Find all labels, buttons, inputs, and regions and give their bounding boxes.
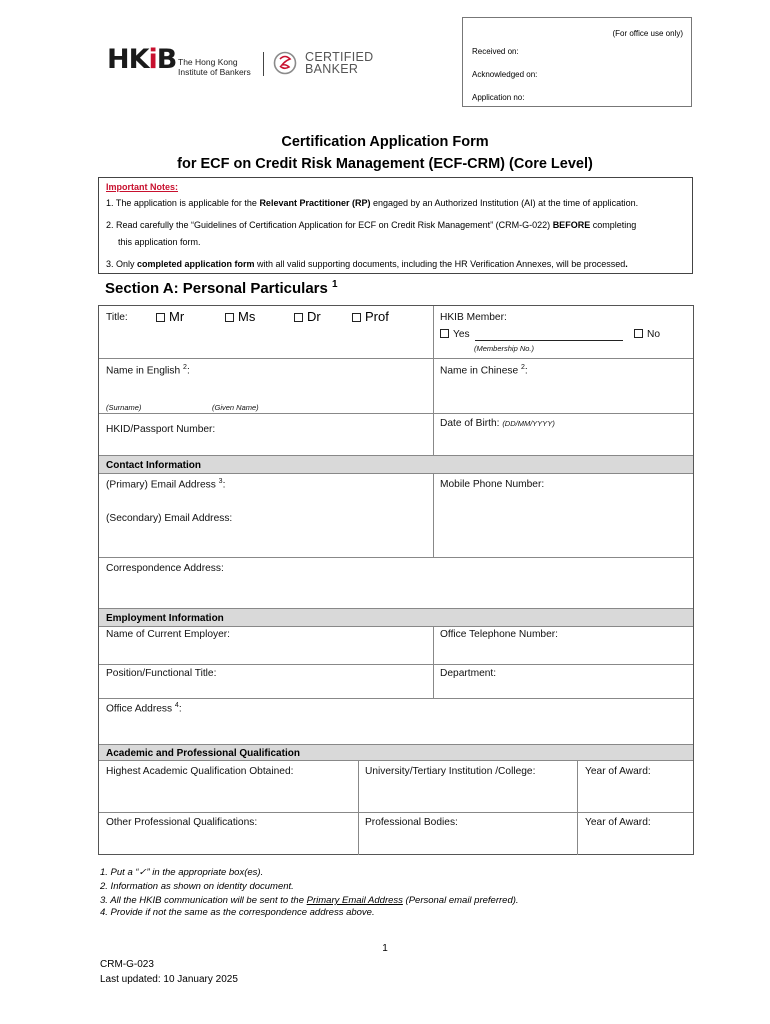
other-qualifications-field[interactable]: Other Professional Qualifications: <box>106 817 258 828</box>
certified-banker-wordmark: CERTIFIED BANKER <box>305 50 374 76</box>
date-of-birth-field[interactable]: Date of Birth: (DD/MM/YYYY) <box>440 418 555 429</box>
document-code: CRM-G-023 <box>100 959 154 970</box>
surname-hint: (Surname) <box>106 403 142 412</box>
membership-no-hint: (Membership No.) <box>474 344 535 353</box>
form-title: Certification Application Form <box>281 134 489 150</box>
hkib-member-label: HKIB Member: <box>440 312 507 323</box>
checkbox-icon[interactable] <box>156 313 165 322</box>
secondary-email-field[interactable]: (Secondary) Email Address: <box>106 513 233 524</box>
professional-bodies-field[interactable]: Professional Bodies: <box>365 817 458 828</box>
title-label: Title: <box>106 312 128 323</box>
form-subtitle: for ECF on Credit Risk Management (ECF-CRM) (Core Level) <box>177 156 593 172</box>
col-divider <box>433 306 434 456</box>
application-no-label: Application no: <box>472 93 525 102</box>
checkbox-icon[interactable] <box>294 313 303 322</box>
year-of-award-field-2[interactable]: Year of Award: <box>585 817 651 828</box>
correspondence-address-field[interactable]: Correspondence Address: <box>106 563 224 574</box>
col-divider <box>358 761 359 855</box>
academic-qualification-heading: Academic and Professional Qualification <box>99 744 693 761</box>
name-chinese-label[interactable]: Name in Chinese $^2$: <box>440 364 528 377</box>
hkid-passport-field[interactable]: HKID/Passport Number: <box>106 424 216 435</box>
department-field[interactable]: Department: <box>440 668 497 679</box>
name-english-label[interactable]: Name in English $^2$: <box>106 364 190 377</box>
hkib-logo: HKiB <box>107 44 177 75</box>
position-title-field[interactable]: Position/Functional Title: <box>106 668 217 679</box>
footnote-2: 2. Information as shown on identity document. <box>100 881 294 892</box>
footnote-3: 3. All the HKIB communication will be sent to the Primary Email Address (Personal email preferred). <box>100 895 519 906</box>
certified-banker-emblem-icon <box>273 50 297 76</box>
section-a-title: Section A: Personal Particulars $^1$ <box>105 279 338 297</box>
footnote-1: 1. Put a “✓” in the appropriate box(es). <box>100 867 264 878</box>
title-option-ms[interactable]: Ms <box>225 309 255 324</box>
row-divider <box>99 557 693 558</box>
title-option-prof[interactable]: Prof <box>352 309 389 324</box>
contact-information-heading: Contact Information <box>99 455 693 474</box>
page-number: 1 <box>382 943 388 954</box>
row-divider <box>99 664 693 665</box>
checkbox-icon[interactable] <box>440 329 449 338</box>
note-1: 1. The application is applicable for the Relevant Practitioner (RP) engaged by an Authorized Institution (AI) at the time of application. <box>106 198 639 208</box>
note-2-cont: this application form. <box>118 237 201 247</box>
current-employer-field[interactable]: Name of Current Employer: <box>106 629 230 640</box>
logo-divider <box>263 52 264 76</box>
office-address-field[interactable]: Office Address $^4$: <box>106 702 182 715</box>
col-divider <box>433 627 434 698</box>
last-updated: Last updated: 10 January 2025 <box>100 974 238 985</box>
highest-qualification-field[interactable]: Highest Academic Qualification Obtained: <box>106 766 294 777</box>
row-divider <box>99 413 693 414</box>
checkbox-icon[interactable] <box>225 313 234 322</box>
checkbox-icon[interactable] <box>352 313 361 322</box>
mobile-phone-field[interactable]: Mobile Phone Number: <box>440 479 545 490</box>
employment-information-heading: Employment Information <box>99 608 693 627</box>
col-divider <box>577 761 578 855</box>
row-divider <box>99 812 693 813</box>
member-yes-option[interactable]: Yes <box>440 329 470 340</box>
office-use-box <box>462 17 692 107</box>
acknowledged-on-label: Acknowledged on: <box>472 70 538 79</box>
office-use-header: (For office use only) <box>612 29 683 38</box>
row-divider <box>99 358 693 359</box>
footnote-4: 4. Provide if not the same as the correspondence address above. <box>100 907 375 918</box>
note-3: 3. Only completed application form with all valid supporting documents, including the HR Verification Annexes, will be processed. <box>106 259 628 269</box>
important-notes-heading: Important Notes: <box>106 182 178 192</box>
note-2: 2. Read carefully the “Guidelines of Certification Application for ECF on Credit Risk Management” (CRM-G-022) BEFORE completing <box>106 220 637 230</box>
title-option-dr[interactable]: Dr <box>294 309 321 324</box>
hkib-logo-subtitle: The Hong Kong Institute of Bankers <box>178 57 251 77</box>
col-divider <box>433 474 434 558</box>
given-name-hint: (Given Name) <box>212 403 259 412</box>
year-of-award-field-1[interactable]: Year of Award: <box>585 766 651 777</box>
membership-no-line[interactable] <box>475 340 623 341</box>
row-divider <box>99 698 693 699</box>
primary-email-field[interactable]: (Primary) Email Address $^3$: <box>106 478 226 491</box>
important-notes-box <box>98 177 693 274</box>
personal-particulars-form <box>98 305 694 855</box>
received-on-label: Received on: <box>472 47 519 56</box>
institution-field[interactable]: University/Tertiary Institution /College: <box>365 766 536 777</box>
title-option-mr[interactable]: Mr <box>156 309 184 324</box>
member-no-option[interactable]: No <box>634 329 660 340</box>
office-telephone-field[interactable]: Office Telephone Number: <box>440 629 558 640</box>
checkbox-icon[interactable] <box>634 329 643 338</box>
